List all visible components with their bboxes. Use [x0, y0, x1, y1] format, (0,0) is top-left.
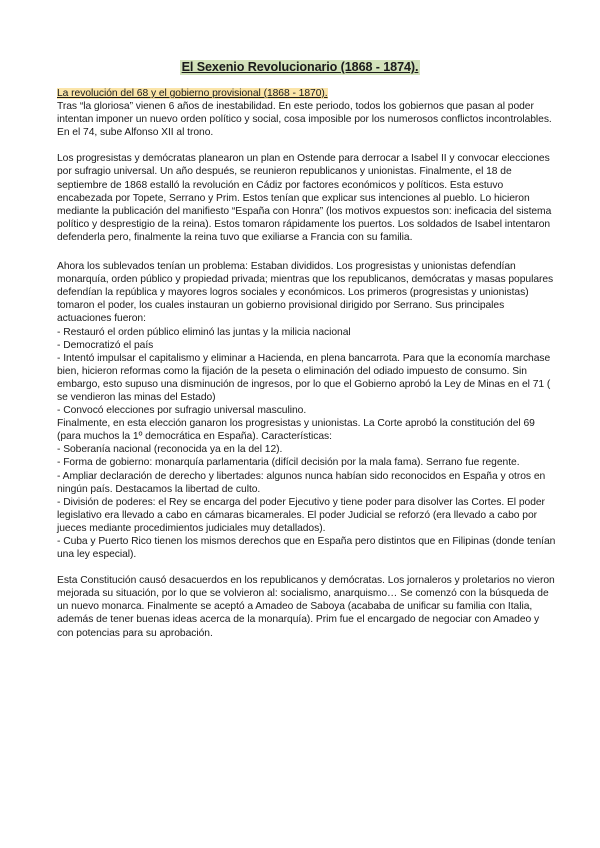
- list-item-government-form: - Forma de gobierno: monarquía parlamentaria (difícil decisión por la mala fama). Serrano fue regente.: [57, 457, 520, 469]
- paragraph-constitution: Finalmente, en esta elección ganaron los progresistas y unionistas. La Corte aprobó la constitución del 69 (para muchos la 1º democrática en España). Características:: [57, 418, 535, 443]
- list-item-capitalism: - Intentó impulsar el capitalismo y eliminar a Hacienda, en plena bancarrota. Para que la economía marchase bien, hicieron reformas como la fijación de la peseta o eliminación del odiado impuesto de consumo. Sin embargo, esto supuso una disminución de ingresos, por lo que el Gobierno aprobó la Ley de Minas en el 71 ( se vendieron las minas del Estado): [57, 352, 551, 403]
- title-container: [0, 58, 600, 76]
- paragraph-gap: [57, 139, 557, 152]
- document-title: El Sexenio Revolucionario (1868 - 1874).: [181, 60, 419, 74]
- list-item-powers: - División de poderes: el Rey se encarga del poder Ejecutivo y tiene poder para disolver las Cortes. El poder legislativo era llevado a cabo en cámaras bicamerales. El poder Judicial se reforzó (era llevado a cabo por jueces mediante procedimientos judiciales muy detallados).: [57, 496, 545, 534]
- document-body: [57, 87, 557, 640]
- list-item-sovereignty: - Soberanía nacional (reconocida ya en la del 12).: [57, 444, 283, 456]
- paragraph-monarch: Esta Constitución causó desacuerdos en los republicanos y demócratas. Los jornaleros y proletarios no vieron mejorada su situación, por lo que se volvieron al: socialismo, anarquismo… Se comenzó con la búsqueda de un nuevo monarca. Finalmente se aceptó a Amadeo de Saboya (acababa de unificar su familia con Italia, además de tener buenas ideas acerca de la monarquía). Prim fue el encargado de negociar con Amadeo y con potencias para su aprobación.: [57, 575, 555, 639]
- list-item-colonies: - Cuba y Puerto Rico tienen los mismos derechos que en España pero distintos que en Filipinas (donde tenían una ley especial).: [57, 536, 556, 561]
- paragraph-division: Ahora los sublevados tenían un problema: Estaban divididos. Los progresistas y unionistas defendían monarquía, orden público y propiedad privada; mientras que los republicanos, demócratas y masas populares defendían la república y mayores logros sociales y económicos. Los primeros (progresistas y unionistas) tomaron el poder, los cuales instauran un gobierno provisional dirigido por Serrano. Sus principales actuaciones fueron:: [57, 261, 554, 325]
- section-heading: La revolución del 68 y el gobierno provisional (1868 - 1870).: [57, 88, 328, 99]
- list-item-elections: - Convocó elecciones por sufragio universal masculino.: [57, 405, 307, 417]
- list-item-rights: - Ampliar declaración de derecho y libertades: algunos nunca habían sido reconocidos en España y otros en ningún país. Destacamos la libertad de culto.: [57, 470, 546, 495]
- paragraph-gap: [57, 244, 557, 260]
- list-item-order: - Restauró el orden público eliminó las juntas y la milicia nacional: [57, 326, 351, 338]
- paragraph-gap: [57, 561, 557, 574]
- list-item-democratize: - Democratizó el país: [57, 339, 154, 351]
- paragraph-intro: Tras “la gloriosa” vienen 6 años de inestabilidad. En este periodo, todos los gobiernos que pasan al poder intentan imponer un nuevo orden político y social, cosa imposible por los numerosos conflictos incontrolables. En el 74, sube Alfonso XII al trono.: [57, 101, 552, 139]
- paragraph-revolution: Los progresistas y demócratas planearon un plan en Ostende para derrocar a Isabel II y convocar elecciones por sufragio universal. Un año después, se reunieron republicanos y unionistas. Finalmente, el 18 de septiembre de 1868 estalló la revolución en Cádiz por factores económicos y políticos. Esta estuvo encabezada por Topete, Serrano y Prim. Estos tenían que explicar sus intenciones al pueblo. Lo hicieron mediante la publicación del manifiesto “España con Honra” (los motivos expuestos son: ineficacia del sistema político y desprestigio de la reina). Estos tomaron rápidamente los puertos. Los soldados de Isabel intentaron defenderla pero, finalmente la reina tuvo que exiliarse a Francia con su familia.: [57, 153, 552, 243]
